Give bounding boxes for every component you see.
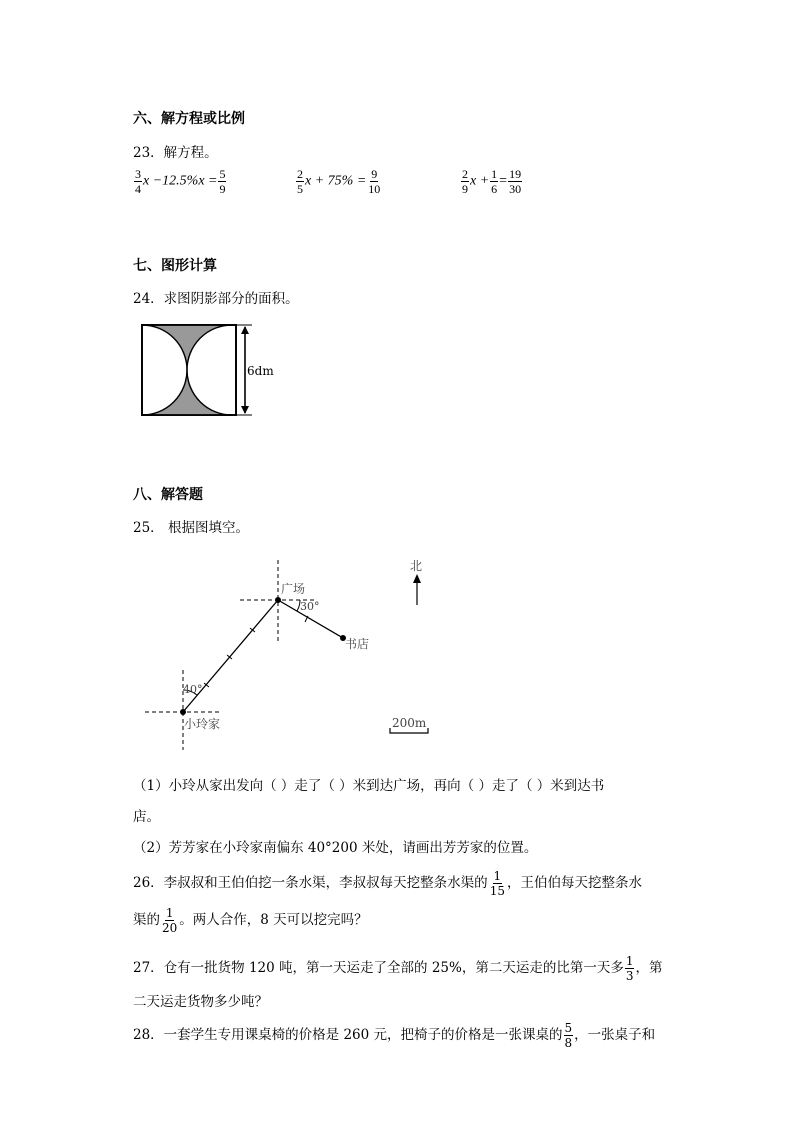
question-24-stem: 24．求图阴影部分的面积。 — [133, 291, 299, 307]
home-point — [180, 709, 186, 715]
equation-text: x + 75% = — [305, 173, 367, 189]
question-28-line-1: 28．一套学生专用课桌椅的价格是 260 元，把椅子的价格是一张课桌的 $\frac{5}{8}$ ，一张桌子和 — [133, 1021, 656, 1050]
question-25-part-2: （2）芳芳家在小玲家南偏东 40°200 米处，请画出芳芳家的位置。 — [133, 840, 538, 856]
fraction: $\frac{1}{20}$ — [162, 906, 178, 935]
arrow-down-icon — [241, 406, 249, 414]
route-map — [140, 550, 440, 760]
question-23-stem: 23．解方程。 — [133, 145, 218, 161]
question-26-line-1: 26．李叔叔和王伯伯挖一条水渠，李叔叔每天挖整条水渠的 $\frac{1}{15}$ ，王伯伯每天挖整条水 — [133, 869, 642, 898]
home-angle-label: 40° — [183, 683, 203, 696]
question-27-line-1: 27．仓有一批货物 120 吨，第一天运走了全部的 25%，第二天运走的比第一天多 $\frac{1}{3}$ ，第 — [133, 954, 663, 983]
question-25-part-1-line-2: 店。 — [133, 809, 160, 825]
equation-3 — [460, 168, 523, 195]
fraction: $\frac{2}{9}$ — [462, 167, 468, 196]
shaded-area-figure — [135, 318, 275, 422]
arrow-up-icon — [241, 326, 249, 334]
scale-label: 200m — [392, 716, 427, 730]
fraction: $\frac{5}{9}$ — [219, 167, 226, 196]
question-25-part-1-line-1: （1）小玲从家出发向（ ）走了（ ）米到达广场，再向（ ）走了（ ）米到达书 — [133, 778, 605, 794]
question-26-line-2: 渠的 $\frac{1}{20}$ 。两人合作，8 天可以挖完吗？ — [133, 906, 368, 935]
north-arrow-icon — [413, 574, 421, 583]
dimension-label: 6dm — [247, 364, 274, 378]
section-title-7: 七、图形计算 — [133, 258, 217, 274]
equation-2 — [295, 168, 382, 195]
equation-text: = — [499, 173, 508, 189]
plaza-angle-label: 30° — [300, 600, 320, 613]
bookstore-label: 书店 — [345, 637, 370, 651]
question-27-line-2: 二天运走货物多少吨？ — [133, 994, 268, 1010]
fraction: $\frac{19}{30}$ — [509, 167, 522, 196]
plaza-label: 广场 — [281, 582, 306, 596]
home-label: 小玲家 — [184, 717, 221, 731]
equation-1 — [133, 168, 227, 195]
fraction: $\frac{1}{15}$ — [489, 869, 505, 898]
equation-text: x −12.5%x = — [143, 173, 218, 189]
question-25-stem: 25． 根据图填空。 — [133, 520, 249, 536]
fraction: $\frac{5}{8}$ — [564, 1021, 573, 1050]
equation-text: x + — [470, 173, 490, 189]
north-label: 北 — [410, 559, 423, 573]
plaza-point — [275, 597, 281, 603]
fraction: $\frac{9}{10}$ — [368, 167, 381, 196]
section-title-6: 六、解方程或比例 — [133, 111, 245, 127]
section-title-8: 八、解答题 — [133, 487, 203, 503]
fraction: $\frac{1}{3}$ — [625, 954, 634, 983]
fraction: $\frac{1}{6}$ — [491, 167, 498, 196]
fraction: $\frac{2}{5}$ — [297, 167, 303, 196]
fraction: $\frac{3}{4}$ — [135, 167, 141, 196]
